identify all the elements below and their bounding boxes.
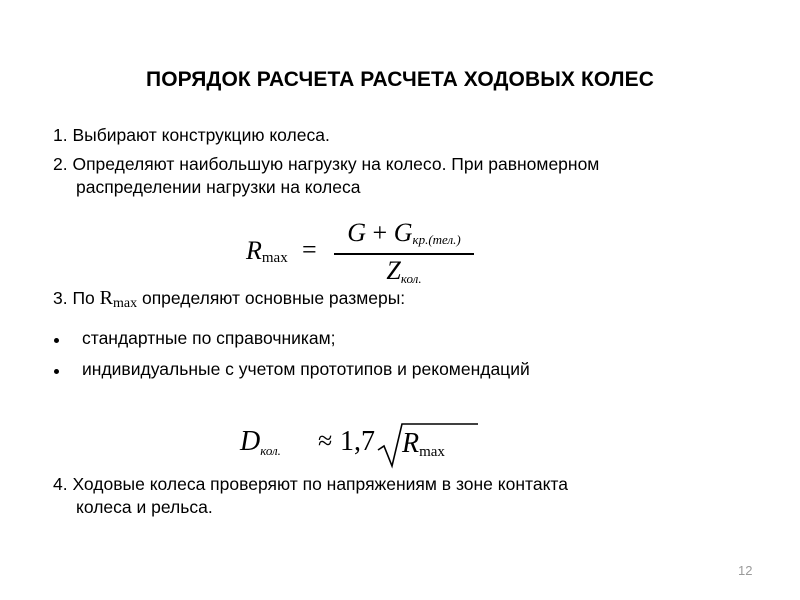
formula-rmax-equals: = — [302, 235, 317, 264]
formula-rmax-numerator: $G + G_{кр.(тел.)}$ — [347, 218, 461, 247]
formula-diameter-lhs: $D_{кол.}$ — [240, 426, 281, 458]
item-1: 1. Выбирают конструкцию колеса. — [53, 125, 330, 145]
formula-diameter-radicand: $R_{max}$ — [402, 428, 445, 460]
formula-diameter-coefficient: 1,7 — [340, 426, 375, 457]
item-2-line-2: распределении нагрузки на колеса — [76, 177, 361, 197]
bullet-item-1: стандартные по справочникам; — [82, 328, 336, 348]
page-number: 12 — [738, 563, 753, 578]
item-4-line-2: колеса и рельса. — [76, 497, 213, 517]
formula-rmax — [246, 218, 476, 288]
formula-rmax-denominator: $Z_{кол.}$ — [386, 256, 422, 286]
item-2-line-1: 2. Определяют наибольшую нагрузку на колесо. При равномерном — [53, 154, 600, 174]
inline-rmax: $R_{max}$ — [99, 287, 138, 311]
approx-sign: ≈ — [318, 426, 333, 455]
bullet-icon — [54, 369, 59, 374]
slide-title: ПОРЯДОК РАСЧЕТА РАСЧЕТА ХОДОВЫХ КОЛЕС — [146, 68, 654, 91]
formula-diameter — [240, 420, 480, 470]
bullet-item-2: индивидуальные с учетом прототипов и рекомендаций — [82, 359, 530, 379]
item-4-line-1: 4. Ходовые колеса проверяют по напряжениям в зоне контакта — [53, 474, 568, 494]
formula-rmax-lhs: $R_{max}$ — [246, 236, 288, 266]
bullet-icon — [54, 338, 59, 343]
fraction-bar — [334, 253, 474, 255]
item-3: 3. По $R_{max}$ определяют основные размеры: — [53, 287, 406, 311]
